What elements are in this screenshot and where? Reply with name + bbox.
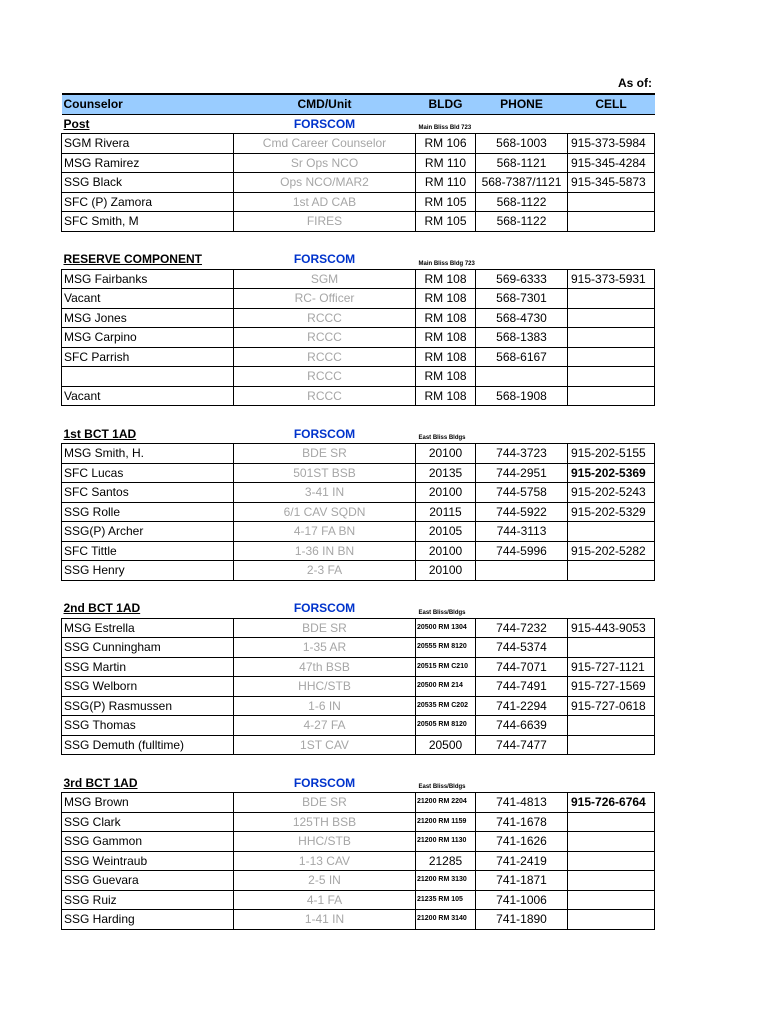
cmd-unit: Sr Ops NCO (234, 153, 416, 173)
spacer-cell (62, 755, 234, 774)
cell-number: 915-727-1121 (568, 657, 655, 677)
section-title: 1st BCT 1AD (63, 426, 137, 441)
building: 21200 RM 3140 (416, 910, 476, 930)
counselor-name: MSG Carpino (62, 328, 234, 348)
table-row (62, 386, 655, 406)
building: 21285 (416, 851, 476, 871)
cell-number: 915-345-5873 (568, 173, 655, 193)
table-row (62, 541, 655, 561)
table-row (62, 716, 655, 736)
table-row (62, 910, 655, 930)
cell-number (568, 212, 655, 232)
counselor-name: SSG Gammon (62, 832, 234, 852)
table-row (62, 444, 655, 464)
cell-number (568, 561, 655, 581)
counselor-name: SSG Martin (62, 657, 234, 677)
section-header (62, 599, 655, 618)
phone-number: 741-1871 (476, 871, 568, 891)
phone-number (476, 561, 568, 581)
cell-number: 915-202-5155 (568, 444, 655, 464)
counselor-name: SSG Harding (62, 910, 234, 930)
building: 21200 RM 1130 (416, 832, 476, 852)
table-row (62, 502, 655, 522)
building: 20115 (416, 502, 476, 522)
spacer-cell (62, 231, 234, 250)
phone-number: 744-5996 (476, 541, 568, 561)
cmd-unit: 4-27 FA (234, 716, 416, 736)
building: 20135 (416, 463, 476, 483)
cmd-unit: 2-3 FA (234, 561, 416, 581)
phone-number: 744-6639 (476, 716, 568, 736)
table-row (62, 812, 655, 832)
cell-number (568, 735, 655, 755)
section-command: FORSCOM (293, 601, 356, 616)
cell-number: 915-202-5243 (568, 483, 655, 503)
table-row (62, 153, 655, 173)
section-empty-cell (568, 599, 655, 618)
section-title: RESERVE COMPONENT (63, 252, 202, 267)
table-row (62, 483, 655, 503)
spacer-cell (568, 755, 655, 774)
building: 20100 (416, 483, 476, 503)
building: 20505 RM 8120 (416, 716, 476, 736)
cmd-unit: HHC/STB (234, 832, 416, 852)
cmd-unit: 6/1 CAV SQDN (234, 502, 416, 522)
counselor-name: MSG Fairbanks (62, 269, 234, 289)
table-row (62, 793, 655, 813)
section-empty-cell (476, 774, 568, 793)
table-row (62, 696, 655, 716)
cell-number: 915-345-4284 (568, 153, 655, 173)
cell-number: 915-202-5282 (568, 541, 655, 561)
section-header (62, 774, 655, 793)
spacer-cell (568, 580, 655, 599)
cell-number: 915-373-5984 (568, 134, 655, 154)
cmd-unit: RCCC (234, 308, 416, 328)
cmd-unit: 1-35 AR (234, 638, 416, 658)
phone-number: 568-6167 (476, 347, 568, 367)
header-row (62, 94, 655, 114)
cmd-unit: 4-1 FA (234, 890, 416, 910)
section-spacer (62, 406, 655, 425)
phone-number: 744-7491 (476, 677, 568, 697)
cell-number (568, 638, 655, 658)
counselor-name (62, 367, 234, 387)
cell-number (568, 522, 655, 542)
table-row (62, 308, 655, 328)
cmd-unit: 1ST CAV (234, 735, 416, 755)
spacer-cell (476, 755, 568, 774)
cell-number (568, 367, 655, 387)
building: 20100 (416, 541, 476, 561)
table-row (62, 522, 655, 542)
section-building-note: East Bliss/Bldgs (418, 609, 466, 616)
cell-number (568, 308, 655, 328)
cell-number: 915-373-5931 (568, 269, 655, 289)
phone-number: 744-3113 (476, 522, 568, 542)
cell-number (568, 347, 655, 367)
table-row (62, 638, 655, 658)
cell-number: 915-726-6764 (568, 793, 655, 813)
cell-number (568, 289, 655, 309)
section-empty-cell (568, 425, 655, 444)
spacer-cell (568, 406, 655, 425)
counselor-name: SFC Parrish (62, 347, 234, 367)
cell-number: 915-202-5329 (568, 502, 655, 522)
table-row (62, 657, 655, 677)
spacer-cell (234, 231, 416, 250)
cmd-unit: 1-41 IN (234, 910, 416, 930)
building: 21200 RM 1159 (416, 812, 476, 832)
counselor-name: SSG Black (62, 173, 234, 193)
counselor-name: SSG Ruiz (62, 890, 234, 910)
table-row (62, 618, 655, 638)
cell-number (568, 851, 655, 871)
cmd-unit: BDE SR (234, 793, 416, 813)
section-building-note: Main Bliss Bldg 723 (418, 260, 475, 267)
phone-number: 741-1890 (476, 910, 568, 930)
building: RM 108 (416, 308, 476, 328)
table-row (62, 832, 655, 852)
section-building-note: Main Bliss Bld 723 (418, 125, 472, 131)
building: 21200 RM 2204 (416, 793, 476, 813)
cmd-unit: RCCC (234, 367, 416, 387)
counselor-name: SSG Weintraub (62, 851, 234, 871)
cmd-unit: 4-17 FA BN (234, 522, 416, 542)
section-building-note: East Bliss/Bldgs (418, 784, 466, 790)
table-row (62, 328, 655, 348)
cell-number (568, 386, 655, 406)
section-spacer (62, 580, 655, 599)
building: 20500 RM 214 (416, 677, 476, 697)
counselor-name: SSG Guevara (62, 871, 234, 891)
phone-number: 744-7232 (476, 618, 568, 638)
section-header (62, 425, 655, 444)
spacer-cell (476, 580, 568, 599)
phone-number: 741-1626 (476, 832, 568, 852)
counselor-name: MSG Smith, H. (62, 444, 234, 464)
cell-number: 915-443-9053 (568, 618, 655, 638)
section-empty-cell (568, 250, 655, 269)
section-empty-cell (476, 599, 568, 618)
counselor-name: MSG Estrella (62, 618, 234, 638)
counselor-name: MSG Ramirez (62, 153, 234, 173)
phone-number: 568-1908 (476, 386, 568, 406)
table-row (62, 134, 655, 154)
section-spacer (62, 231, 655, 250)
building: RM 105 (416, 212, 476, 232)
building: RM 110 (416, 173, 476, 193)
section-spacer (62, 755, 655, 774)
phone-number: 744-5922 (476, 502, 568, 522)
building: 21235 RM 105 (416, 890, 476, 910)
phone-number: 741-2419 (476, 851, 568, 871)
phone-number: 741-2294 (476, 696, 568, 716)
table-row (62, 851, 655, 871)
cell-number (568, 192, 655, 212)
section-header (62, 250, 655, 269)
spacer-cell (234, 580, 416, 599)
counselor-name: SSG Rolle (62, 502, 234, 522)
spacer-cell (234, 755, 416, 774)
counselor-name: SSG Henry (62, 561, 234, 581)
header-counselor: Counselor (62, 94, 234, 114)
table-row (62, 463, 655, 483)
phone-number: 568-1122 (476, 192, 568, 212)
phone-number: 744-3723 (476, 444, 568, 464)
cmd-unit: BDE SR (234, 618, 416, 638)
cell-number (568, 890, 655, 910)
phone-number: 744-5374 (476, 638, 568, 658)
phone-number: 568-7387/1121 (476, 173, 568, 193)
counselor-name: SFC Smith, M (62, 212, 234, 232)
spacer-cell (234, 406, 416, 425)
building: 20105 (416, 522, 476, 542)
cmd-unit: 1-36 IN BN (234, 541, 416, 561)
section-header (62, 114, 655, 134)
building: 20100 (416, 444, 476, 464)
counselor-name: Vacant (62, 386, 234, 406)
spacer-cell (416, 231, 476, 250)
phone-number: 568-1383 (476, 328, 568, 348)
phone-number: 741-1678 (476, 812, 568, 832)
section-building-note: East Bliss Bldgs (418, 435, 466, 441)
cmd-unit: RCCC (234, 386, 416, 406)
cmd-unit: FIRES (234, 212, 416, 232)
header-cell: CELL (568, 94, 655, 114)
building: RM 108 (416, 347, 476, 367)
cell-number (568, 328, 655, 348)
table-row (62, 269, 655, 289)
section-command: FORSCOM (293, 116, 356, 131)
phone-number: 744-7071 (476, 657, 568, 677)
counselor-name: MSG Brown (62, 793, 234, 813)
counselor-name: MSG Jones (62, 308, 234, 328)
section-title: 2nd BCT 1AD (63, 601, 141, 616)
phone-number: 744-2951 (476, 463, 568, 483)
cmd-unit: 125TH BSB (234, 812, 416, 832)
counselor-name: SSG(P) Archer (62, 522, 234, 542)
phone-number: 568-7301 (476, 289, 568, 309)
header-bldg: BLDG (416, 94, 476, 114)
cmd-unit: RC- Officer (234, 289, 416, 309)
phone-number: 741-1006 (476, 890, 568, 910)
counselor-name: Vacant (62, 289, 234, 309)
cmd-unit: 3-41 IN (234, 483, 416, 503)
header-cmd-unit: CMD/Unit (234, 94, 416, 114)
cell-number (568, 910, 655, 930)
counselor-name: SSG Demuth (fulltime) (62, 735, 234, 755)
building: RM 110 (416, 153, 476, 173)
cell-number (568, 812, 655, 832)
roster-table (61, 93, 655, 930)
phone-number: 744-5758 (476, 483, 568, 503)
counselor-name: SFC Santos (62, 483, 234, 503)
section-empty-cell (568, 114, 655, 134)
table-row (62, 289, 655, 309)
counselor-name: SSG(P) Rasmussen (62, 696, 234, 716)
building: 20500 (416, 735, 476, 755)
cmd-unit: SGM (234, 269, 416, 289)
cell-number: 915-202-5369 (568, 463, 655, 483)
table-row (62, 212, 655, 232)
table-row (62, 561, 655, 581)
cmd-unit: RCCC (234, 347, 416, 367)
table-row (62, 173, 655, 193)
spacer-cell (568, 231, 655, 250)
building: RM 108 (416, 328, 476, 348)
building: 21200 RM 3130 (416, 871, 476, 891)
cell-number (568, 871, 655, 891)
section-empty-cell (476, 114, 568, 134)
cmd-unit: Ops NCO/MAR2 (234, 173, 416, 193)
counselor-name: SSG Thomas (62, 716, 234, 736)
building: RM 106 (416, 134, 476, 154)
counselor-name: SFC Lucas (62, 463, 234, 483)
building: RM 108 (416, 269, 476, 289)
table-row (62, 192, 655, 212)
counselor-name: SFC (P) Zamora (62, 192, 234, 212)
phone-number (476, 367, 568, 387)
cmd-unit: Cmd Career Counselor (234, 134, 416, 154)
cmd-unit: 501ST BSB (234, 463, 416, 483)
building: 20515 RM C210 (416, 657, 476, 677)
counselor-name: SFC Tittle (62, 541, 234, 561)
phone-number: 569-6333 (476, 269, 568, 289)
as-of-label: As of: (618, 76, 652, 90)
table-row (62, 890, 655, 910)
cmd-unit: BDE SR (234, 444, 416, 464)
counselor-name: SSG Welborn (62, 677, 234, 697)
cmd-unit: RCCC (234, 328, 416, 348)
spacer-cell (416, 406, 476, 425)
cmd-unit: HHC/STB (234, 677, 416, 697)
cell-number (568, 716, 655, 736)
phone-number: 568-1003 (476, 134, 568, 154)
section-command: FORSCOM (293, 775, 356, 790)
building: 20555 RM 8120 (416, 638, 476, 658)
building: RM 108 (416, 367, 476, 387)
table-row (62, 347, 655, 367)
spacer-cell (476, 406, 568, 425)
phone-number: 741-4813 (476, 793, 568, 813)
spacer-cell (416, 755, 476, 774)
phone-number: 568-4730 (476, 308, 568, 328)
phone-number: 568-1121 (476, 153, 568, 173)
cmd-unit: 1-6 IN (234, 696, 416, 716)
cmd-unit: 2-5 IN (234, 871, 416, 891)
table-row (62, 677, 655, 697)
phone-number: 568-1122 (476, 212, 568, 232)
building: 20100 (416, 561, 476, 581)
section-empty-cell (476, 425, 568, 444)
building: RM 108 (416, 386, 476, 406)
table-row (62, 735, 655, 755)
section-command: FORSCOM (293, 252, 356, 267)
cmd-unit: 47th BSB (234, 657, 416, 677)
cmd-unit: 1-13 CAV (234, 851, 416, 871)
building: RM 108 (416, 289, 476, 309)
counselor-name: SSG Cunningham (62, 638, 234, 658)
table-row (62, 871, 655, 891)
cmd-unit: 1st AD CAB (234, 192, 416, 212)
section-empty-cell (568, 774, 655, 793)
cell-number: 915-727-1569 (568, 677, 655, 697)
building: 20535 RM C202 (416, 696, 476, 716)
cell-number (568, 832, 655, 852)
section-title: Post (63, 116, 90, 131)
spacer-cell (62, 580, 234, 599)
header-phone: PHONE (476, 94, 568, 114)
counselor-name: SGM Rivera (62, 134, 234, 154)
phone-number: 744-7477 (476, 735, 568, 755)
cell-number: 915-727-0618 (568, 696, 655, 716)
spacer-cell (476, 231, 568, 250)
building: RM 105 (416, 192, 476, 212)
counselor-name: SSG Clark (62, 812, 234, 832)
section-title: 3rd BCT 1AD (63, 775, 138, 790)
spacer-cell (62, 406, 234, 425)
section-empty-cell (476, 250, 568, 269)
spacer-cell (416, 580, 476, 599)
table-row (62, 367, 655, 387)
building: 20500 RM 1304 (416, 618, 476, 638)
section-command: FORSCOM (293, 426, 356, 441)
